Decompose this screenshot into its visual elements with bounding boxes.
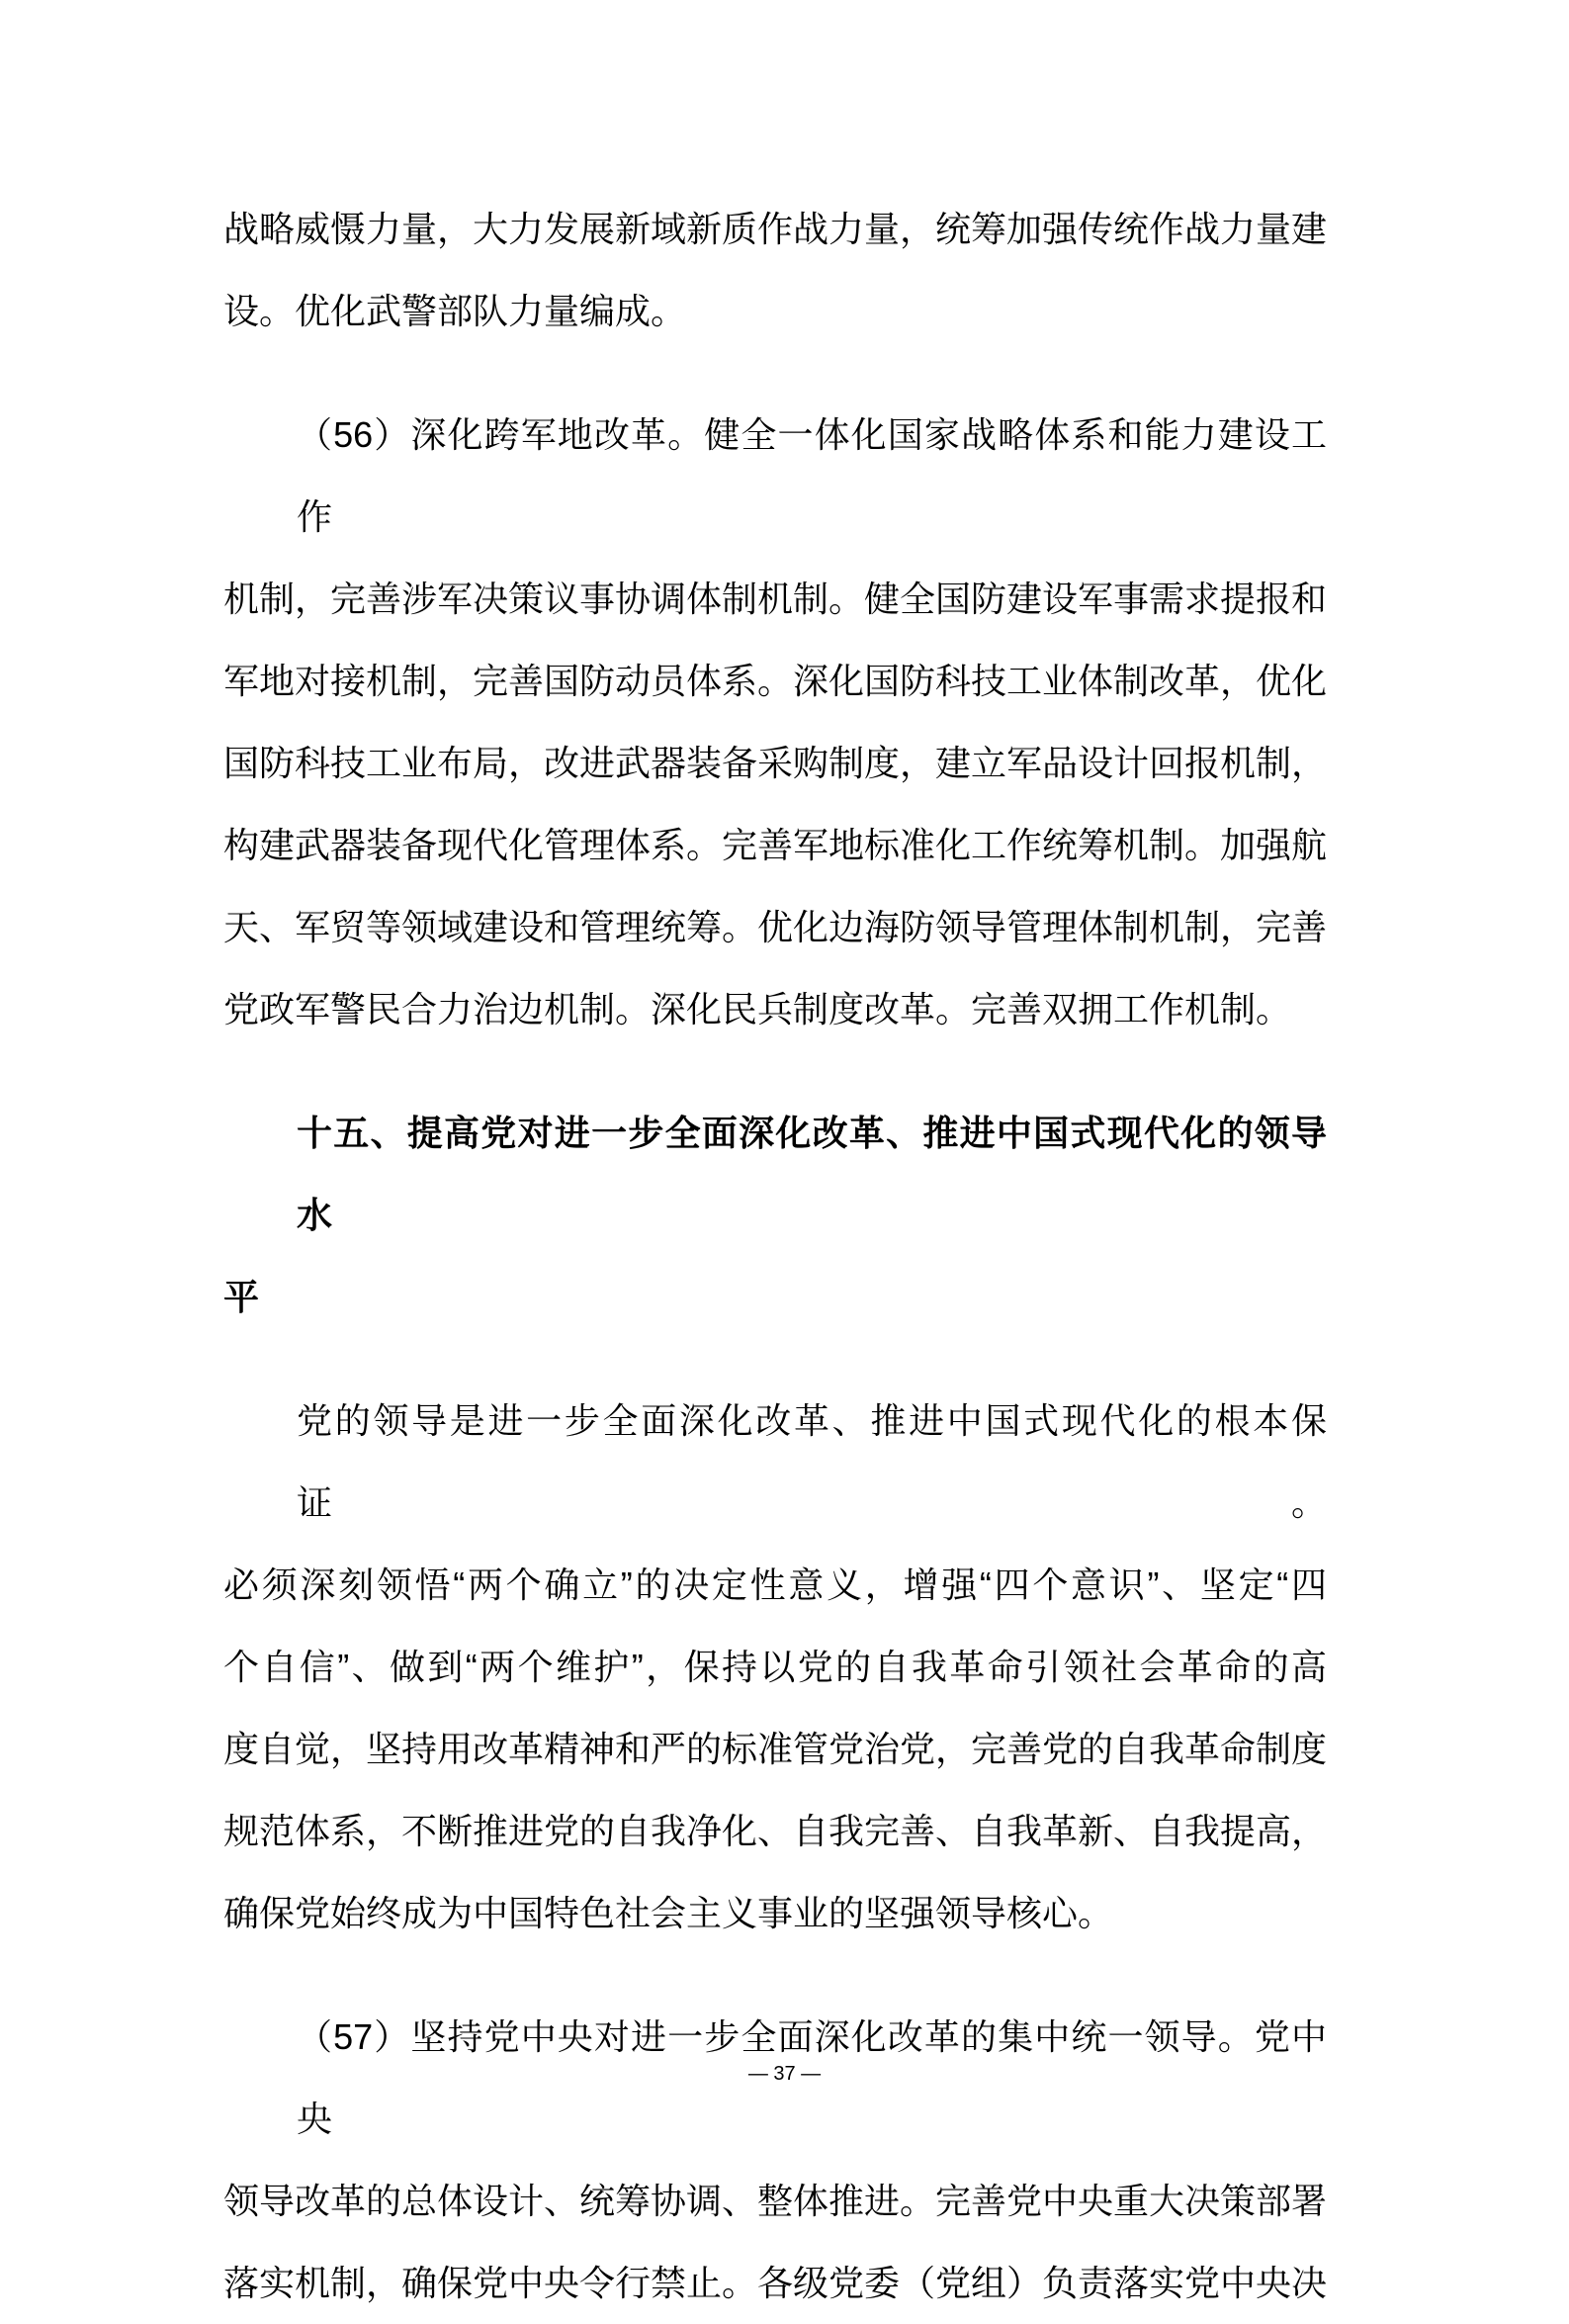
- text-line: 军地对接机制，完善国防动员体系。深化国防科技工业体制改革，优化: [223, 661, 1328, 701]
- section-heading-15: [223, 1092, 1327, 1338]
- text-line: （56）深化跨军地改革。健全一体化国家战略体系和能力建设工作: [297, 414, 1327, 537]
- paragraph-lead: [223, 1380, 1327, 1954]
- document-body: [223, 188, 1327, 2324]
- text-line: 构建武器装备现代化管理体系。完善军地标准化工作统筹机制。加强航: [223, 825, 1328, 865]
- text-line: 战略威慑力量，大力发展新域新质作战力量，统筹加强传统作战力量建: [223, 209, 1328, 249]
- text-line: 规范体系，不断推进党的自我净化、自我完善、自我革新、自我提高，: [223, 1811, 1328, 1851]
- text-line: 确保党始终成为中国特色社会主义事业的坚强领导核心。: [223, 1893, 1114, 1933]
- text-line: 党政军警民合力治边机制。深化民兵制度改革。完善双拥工作机制。: [223, 989, 1292, 1029]
- text-line: 落实机制，确保党中央令行禁止。各级党委（党组）负责落实党中央决: [223, 2263, 1328, 2303]
- paragraph-57: [223, 1996, 1327, 2324]
- paragraph-56: [223, 394, 1327, 1050]
- text-line: 度自觉，坚持用改革精神和严的标准管党治党，完善党的自我革命制度: [223, 1729, 1328, 1769]
- text-line: 必须深刻领悟“两个确立”的决定性意义，增强“四个意识”、坚定“四: [223, 1564, 1327, 1605]
- heading-line: 十五、提高党对进一步全面深化改革、推进中国式现代化的领导水: [297, 1113, 1327, 1235]
- paragraph-continuation: [223, 188, 1327, 352]
- text-line: 党的领导是进一步全面深化改革、推进中国式现代化的根本保证。: [297, 1400, 1327, 1523]
- page-number: — 37 —: [747, 2063, 822, 2085]
- text-line: 领导改革的总体设计、统筹协调、整体推进。完善党中央重大决策部署: [223, 2181, 1328, 2221]
- text-line: 设。优化武警部队力量编成。: [223, 291, 687, 331]
- text-line: （57）坚持党中央对进一步全面深化改革的集中统一领导。党中央: [297, 2016, 1327, 2139]
- text-line: 国防科技工业布局，改进武器装备采购制度，建立军品设计回报机制，: [223, 743, 1328, 783]
- text-line: 天、军贸等领域建设和管理统筹。优化边海防领导管理体制机制，完善: [223, 907, 1328, 947]
- text-line: 个自信”、做到“两个维护”，保持以党的自我革命引领社会革命的高: [223, 1647, 1327, 1687]
- text-line: 机制，完善涉军决策议事协调体制机制。健全国防建设军事需求提报和: [223, 579, 1328, 619]
- heading-line: 平: [223, 1277, 260, 1317]
